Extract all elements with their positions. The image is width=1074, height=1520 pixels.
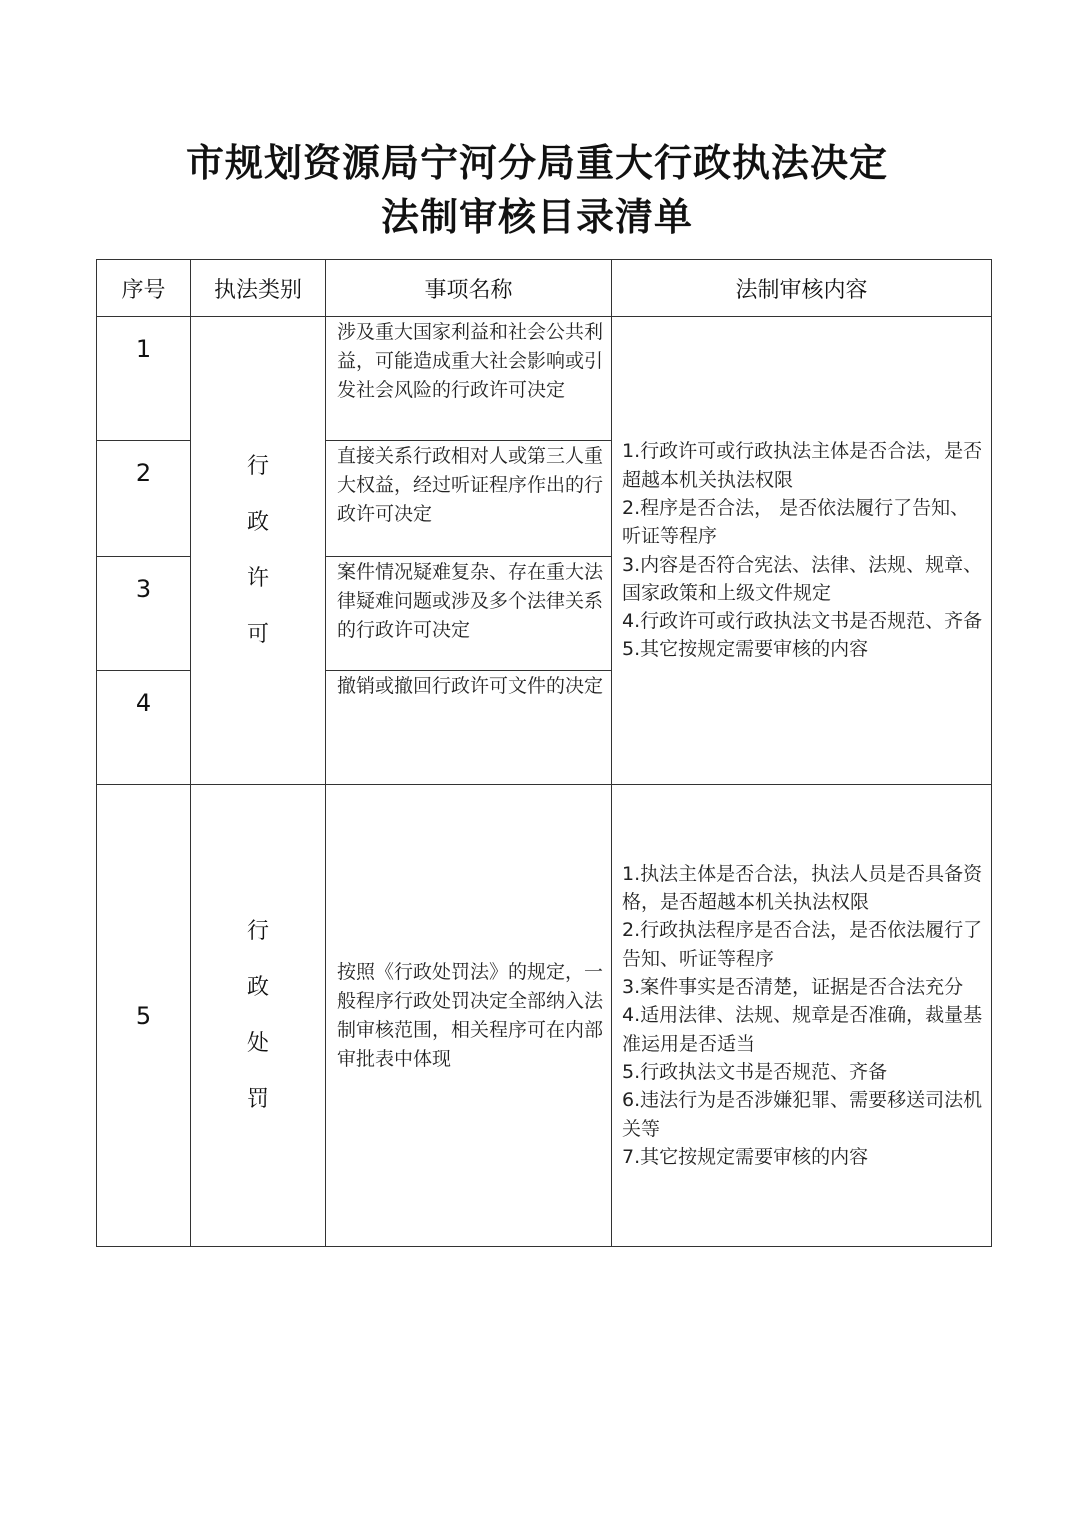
row-item-name: 直接关系行政相对人或第三人重大权益，经过听证程序作出的行政许可决定 <box>326 441 612 557</box>
row-item-name: 案件情况疑难复杂、存在重大法律疑难问题或涉及多个法律关系的行政许可决定 <box>326 557 612 671</box>
review-point: 1.执法主体是否合法，执法人员是否具备资格，是否超越本机关执法权限 <box>622 862 983 914</box>
review-point: 7.其它按规定需要审核的内容 <box>622 1145 869 1168</box>
table-row <box>97 785 992 1247</box>
category-cell-permit <box>191 317 326 785</box>
row-item-name: 按照《行政处罚法》的规定，一般程序行政处罚决定全部纳入法制审核范围，相关程序可在内部审批表中体现 <box>326 785 612 1247</box>
review-point: 2.行政执法程序是否合法，是否依法履行了告知、听证等程序 <box>622 919 983 970</box>
review-content-permit <box>612 317 992 785</box>
row-item-name: 涉及重大国家利益和社会公共利益，可能造成重大社会影响或引发社会风险的行政许可决定 <box>326 317 612 441</box>
review-point: 2.程序是否合法， 是否依法履行了告知、听证等程序 <box>622 496 970 548</box>
header-category: 执法类别 <box>191 260 326 317</box>
review-point: 5.行政执法文书是否规范、齐备 <box>622 1060 888 1083</box>
review-content-penalty <box>612 785 992 1247</box>
table-header-row <box>97 260 992 317</box>
review-catalog-table <box>96 259 992 1247</box>
category-cell-penalty <box>191 785 326 1247</box>
review-point: 4.行政许可或行政执法文书是否规范、齐备 <box>622 610 983 633</box>
category-char: 处 <box>246 1030 269 1056</box>
row-seq: 5 <box>97 785 191 1247</box>
row-seq: 4 <box>97 671 191 785</box>
category-char: 行 <box>246 453 269 479</box>
document-title-line1: 市规划资源局宁河分局重大行政执法决定 <box>185 140 888 185</box>
category-char: 政 <box>246 974 269 1000</box>
review-point: 5.其它按规定需要审核的内容 <box>622 638 869 661</box>
category-char: 政 <box>246 509 269 535</box>
row-seq: 2 <box>97 441 191 557</box>
category-char: 许 <box>246 565 269 591</box>
header-item-name: 事项名称 <box>326 260 612 317</box>
review-point: 3.内容是否符合宪法、法律、法规、规章、国家政策和上级文件规定 <box>622 553 983 604</box>
category-char: 罚 <box>246 1086 269 1112</box>
category-char: 行 <box>246 918 269 944</box>
row-seq: 3 <box>97 557 191 671</box>
review-point: 1.行政许可或行政执法主体是否合法，是否超越本机关执法权限 <box>622 440 983 491</box>
document-title-line2: 法制审核目录清单 <box>380 194 693 239</box>
review-point: 3.案件事实是否清楚，证据是否合法充分 <box>622 976 964 999</box>
review-point: 4.适用法律、法规、规章是否准确，裁量基准运用是否适当 <box>622 1004 983 1055</box>
category-char: 可 <box>246 621 269 647</box>
row-item-name: 撤销或撤回行政许可文件的决定 <box>326 671 612 785</box>
review-point: 6.违法行为是否涉嫌犯罪、需要移送司法机关等 <box>622 1089 983 1140</box>
header-seq: 序号 <box>97 260 191 317</box>
header-review-content: 法制审核内容 <box>612 260 992 317</box>
row-seq: 1 <box>97 317 191 441</box>
table-row <box>97 317 992 441</box>
